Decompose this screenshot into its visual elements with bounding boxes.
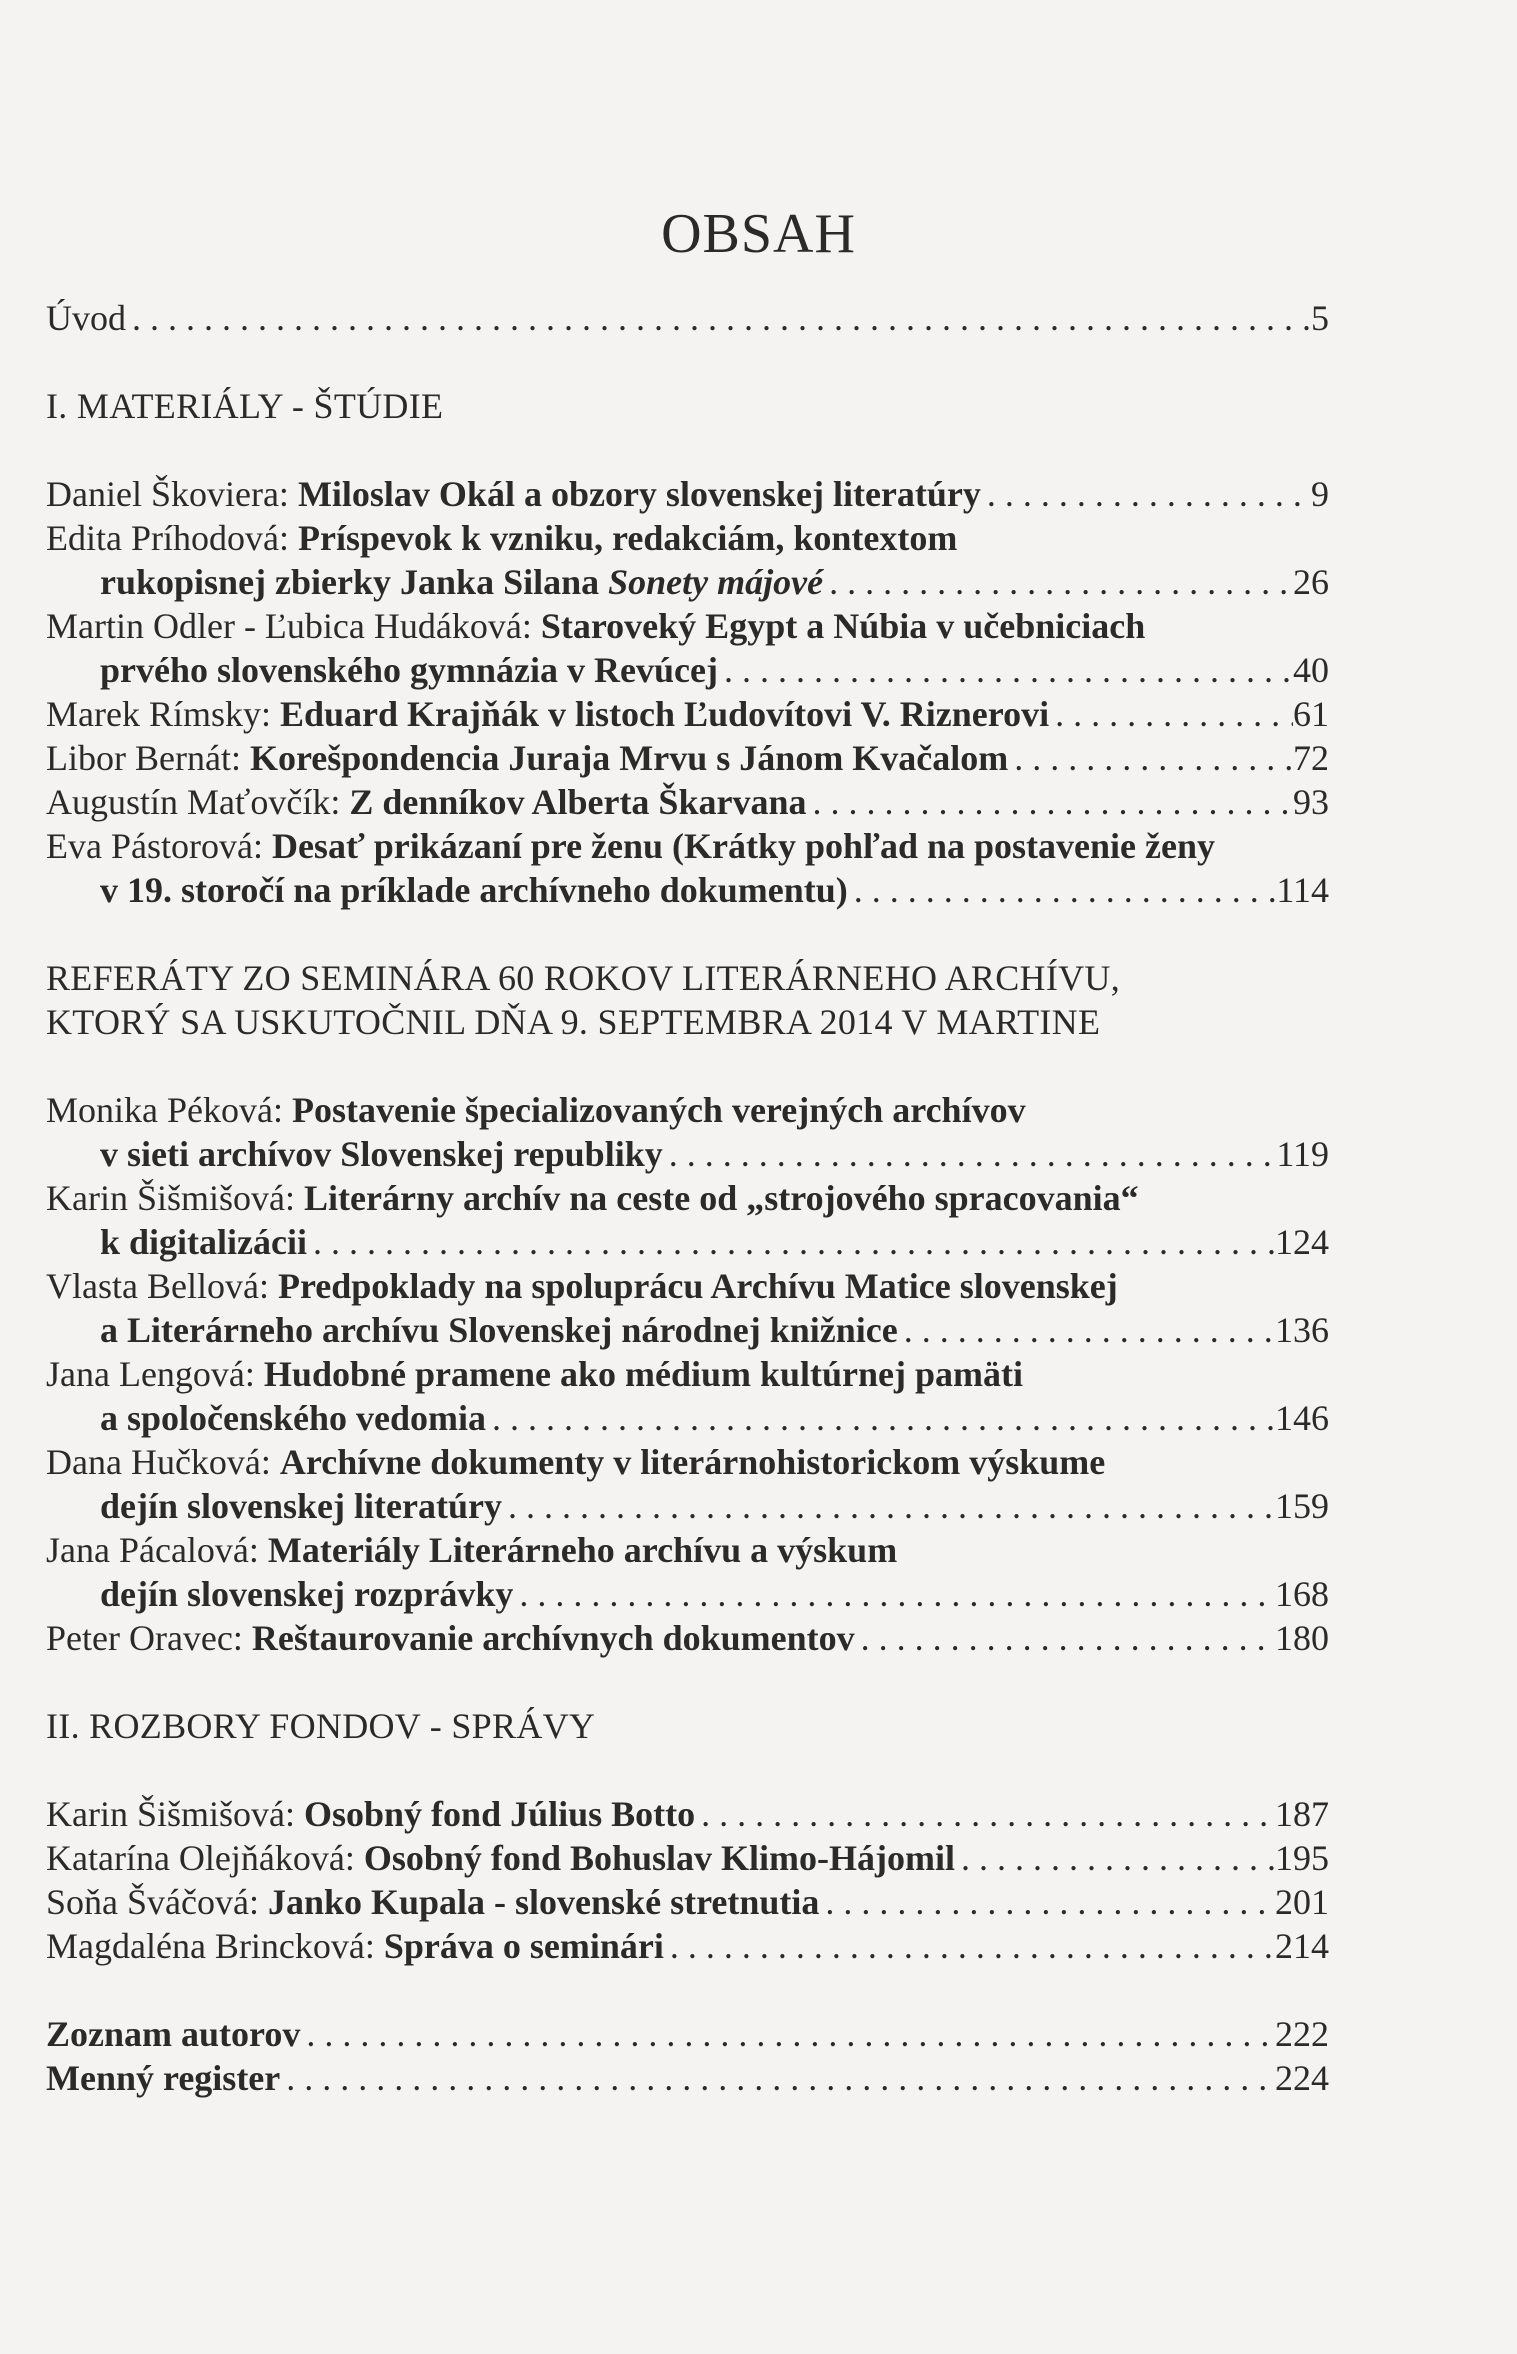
page-number: 124	[1275, 1222, 1329, 1262]
toc-entry	[46, 1836, 1329, 1880]
page-number: 146	[1275, 1398, 1329, 1438]
entry-title: Miloslav Okál a obzory slovenskej literatúry	[297, 474, 981, 514]
page-number: 93	[1293, 782, 1329, 822]
entry-author: Martin Odler - Ľubica Hudáková:	[46, 606, 532, 646]
entry-title-line1: Hudobné pramene ako médium kultúrnej pamäti	[263, 1354, 1023, 1394]
leader-dots	[1008, 736, 1293, 780]
entry-label: Menný register	[46, 2058, 281, 2098]
page-number: 180	[1275, 1618, 1329, 1658]
entry-author: Peter Oravec:	[46, 1618, 243, 1658]
entry-author: Jana Pácalová:	[46, 1530, 259, 1570]
entry-title: Korešpondencia Juraja Mrvu s Jánom Kvačalom	[249, 738, 1009, 778]
entry-title-line1: Staroveký Egypt a Núbia v učebniciach	[540, 606, 1146, 646]
entry-author: Katarína Olejňáková:	[46, 1838, 355, 1878]
leader-dots	[823, 560, 1293, 604]
toc-entry	[46, 1924, 1329, 1968]
entry-author: Karin Šišmišová:	[46, 1178, 295, 1218]
toc-entry-line1	[46, 1176, 1139, 1220]
entry-title: Správa o seminári	[383, 1926, 664, 1966]
leader-dots	[663, 1132, 1277, 1176]
entry-title-line1: Predpoklady na spoluprácu Archívu Matice slovenskej	[277, 1266, 1118, 1306]
toc-entry	[46, 1616, 1329, 1660]
page-number: 136	[1275, 1310, 1329, 1350]
toc-entry-line2	[100, 648, 1329, 692]
entry-title-line1: Literárny archív na ceste od „strojového spracovania“	[304, 1178, 1139, 1218]
entry-author: Jana Lengová:	[46, 1354, 255, 1394]
toc-entry-line2	[100, 1220, 1329, 1264]
page-number: 119	[1276, 1134, 1329, 1174]
leader-dots	[280, 2056, 1275, 2100]
toc-entry-line2	[100, 1484, 1329, 1528]
entry-label: Úvod	[46, 298, 126, 338]
leader-dots	[664, 1924, 1275, 1968]
leader-dots	[855, 1616, 1275, 1660]
section-heading-3: II. ROZBORY FONDOV - SPRÁVY	[46, 1706, 596, 1746]
entry-title-line2: k digitalizácii	[100, 1222, 307, 1262]
leader-dots	[486, 1396, 1275, 1440]
leader-dots	[300, 2012, 1275, 2056]
toc-entry-uvod	[46, 296, 1329, 340]
toc-entry	[46, 780, 1329, 824]
page-number: 40	[1293, 650, 1329, 690]
entry-title-line2: v sieti archívov Slovenskej republiky	[100, 1134, 663, 1174]
toc-entry	[46, 736, 1329, 780]
entry-author: Eva Pástorová:	[46, 826, 263, 866]
toc-entry-line2	[100, 1396, 1329, 1440]
page-title: OBSAH	[661, 203, 856, 265]
entry-title: Osobný fond Július Botto	[304, 1794, 696, 1834]
toc-entry-line1	[46, 824, 1215, 868]
toc-entry	[46, 472, 1329, 516]
leader-dots	[981, 472, 1311, 516]
entry-author: Daniel Škoviera:	[46, 474, 289, 514]
leader-dots	[307, 1220, 1275, 1264]
leader-dots	[898, 1308, 1275, 1352]
page-number: 9	[1311, 474, 1329, 514]
toc-entry-line2	[100, 1132, 1329, 1176]
entry-author: Monika Péková:	[46, 1090, 283, 1130]
entry-author: Vlasta Bellová:	[46, 1266, 269, 1306]
toc-entry-line1	[46, 1264, 1118, 1308]
entry-title: Eduard Krajňák v listoch Ľudovítovi V. Riznerovi	[279, 694, 1050, 734]
toc-entry	[46, 1792, 1329, 1836]
entry-author: Magdaléna Brincková:	[46, 1926, 375, 1966]
leader-dots	[502, 1484, 1275, 1528]
leader-dots	[819, 1880, 1275, 1924]
section-heading-1: I. MATERIÁLY - ŠTÚDIE	[46, 386, 444, 426]
leader-dots	[513, 1572, 1275, 1616]
page-number: 5	[1311, 298, 1329, 338]
entry-author: Augustín Maťovčík:	[46, 782, 341, 822]
toc-entry-line1	[46, 604, 1145, 648]
entry-author: Karin Šišmišová:	[46, 1794, 295, 1834]
toc-entry-line1	[46, 516, 957, 560]
toc-entry-line1	[46, 1088, 1026, 1132]
entry-title: Janko Kupala - slovenské stretnutia	[267, 1882, 820, 1922]
page-number: 187	[1275, 1794, 1329, 1834]
toc-entry-line2	[100, 1572, 1329, 1616]
entry-title: Z denníkov Alberta Škarvana	[349, 782, 807, 822]
section-heading-2-line1: REFERÁTY ZO SEMINÁRA 60 ROKOV LITERÁRNEHO ARCHÍVU,	[46, 958, 1121, 998]
leader-dots	[695, 1792, 1275, 1836]
toc-entry-line1	[46, 1352, 1023, 1396]
page-number: 159	[1275, 1486, 1329, 1526]
entry-title-line2: prvého slovenského gymnázia v Revúcej	[100, 650, 718, 690]
entry-title-line2: rukopisnej zbierky Janka Silana	[100, 562, 609, 602]
toc-entry-register	[46, 2056, 1329, 2100]
page-number: 26	[1293, 562, 1329, 602]
toc-entry-line1	[46, 1440, 1105, 1484]
entry-title-italic: Sonety májové	[608, 562, 824, 602]
page-number: 195	[1275, 1838, 1329, 1878]
toc-entry-authors	[46, 2012, 1329, 2056]
leader-dots	[955, 1836, 1275, 1880]
page-number: 201	[1275, 1882, 1329, 1922]
entry-title-line2: dejín slovenskej literatúry	[100, 1486, 502, 1526]
page-number: 114	[1276, 870, 1329, 910]
entry-author: Dana Hučková:	[46, 1442, 271, 1482]
leader-dots	[1049, 692, 1293, 736]
entry-title-line2: a Literárneho archívu Slovenskej národnej knižnice	[100, 1310, 898, 1350]
entry-title-line1: Príspevok k vzniku, redakciám, kontextom	[297, 518, 958, 558]
toc-entry-line1	[46, 1528, 897, 1572]
page-number: 222	[1275, 2014, 1329, 2054]
entry-title-line1: Archívne dokumenty v literárnohistorickom výskume	[279, 1442, 1106, 1482]
entry-title: Reštaurovanie archívnych dokumentov	[251, 1618, 855, 1658]
toc-entry-line2	[100, 868, 1329, 912]
leader-dots	[806, 780, 1293, 824]
leader-dots	[126, 296, 1311, 340]
page-number: 168	[1275, 1574, 1329, 1614]
entry-title-line1: Desať prikázaní pre ženu (Krátky pohľad na postavenie ženy	[271, 826, 1215, 866]
entry-title-line2: v 19. storočí na príklade archívneho dokumentu)	[100, 870, 848, 910]
entry-label: Zoznam autorov	[46, 2014, 301, 2054]
entry-title-line1: Materiály Literárneho archívu a výskum	[267, 1530, 898, 1570]
page-number: 224	[1275, 2058, 1329, 2098]
toc-entry-line2	[100, 560, 1329, 604]
page-number: 214	[1275, 1926, 1329, 1966]
page-number: 61	[1293, 694, 1329, 734]
entry-author: Edita Príhodová:	[46, 518, 289, 558]
entry-title: Osobný fond Bohuslav Klimo-Hájomil	[363, 1838, 955, 1878]
page-number: 72	[1293, 738, 1329, 778]
toc-entry-line2	[100, 1308, 1329, 1352]
leader-dots	[718, 648, 1293, 692]
entry-title-line2: dejín slovenskej rozprávky	[100, 1574, 514, 1614]
toc-entry	[46, 692, 1329, 736]
entry-author: Libor Bernát:	[46, 738, 241, 778]
leader-dots	[848, 868, 1277, 912]
entry-author: Marek Rímsky:	[46, 694, 271, 734]
entry-title-line2: a spoločenského vedomia	[100, 1398, 487, 1438]
toc-entry	[46, 1880, 1329, 1924]
entry-author: Soňa Šváčová:	[46, 1882, 259, 1922]
section-heading-2-line2: KTORÝ SA USKUTOČNIL DŇA 9. SEPTEMBRA 2014 V MARTINE	[46, 1002, 1101, 1042]
entry-title-line1: Postavenie špecializovaných verejných archívov	[291, 1090, 1026, 1130]
